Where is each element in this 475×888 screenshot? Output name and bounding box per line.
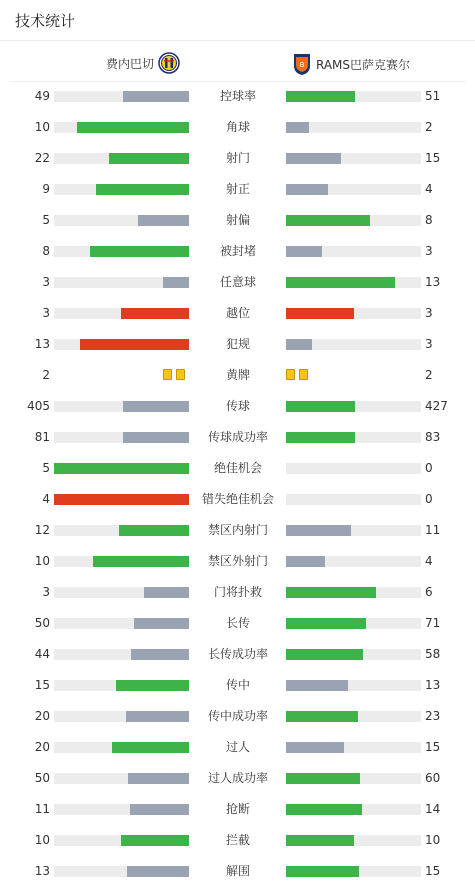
- away-bar-track: [286, 680, 421, 691]
- away-value: 10: [425, 833, 441, 847]
- home-value: 4: [42, 492, 50, 506]
- away-value: 3: [425, 306, 433, 320]
- home-bar-track: [54, 153, 189, 164]
- home-value: 8: [42, 244, 50, 258]
- home-bar-track: [54, 91, 189, 102]
- home-bar-track: [54, 866, 189, 877]
- stat-row: [0, 210, 475, 230]
- home-value: 49: [34, 89, 50, 103]
- home-bar-fill: [77, 122, 189, 133]
- home-bar-track: [54, 308, 189, 319]
- away-value: 60: [425, 771, 441, 785]
- away-value: 13: [425, 678, 441, 692]
- stat-row: [0, 489, 475, 509]
- away-bar-track: [286, 773, 421, 784]
- away-bar-track: [286, 587, 421, 598]
- stat-row: [0, 675, 475, 695]
- stat-row: [0, 458, 475, 478]
- home-bar-track: [54, 184, 189, 195]
- stat-label: 射门: [225, 151, 250, 165]
- stat-row: [0, 613, 475, 633]
- stat-label: 拦截: [225, 833, 250, 847]
- away-bar-track: [286, 711, 421, 722]
- away-bar-fill: [286, 587, 376, 598]
- home-bar-fill: [80, 339, 189, 350]
- home-bar-track: [54, 339, 189, 350]
- away-bar-track: [286, 742, 421, 753]
- away-value: 427: [425, 399, 448, 413]
- stat-label: 传球成功率: [207, 430, 268, 444]
- away-bar-fill: [286, 246, 322, 257]
- home-value: 15: [34, 678, 50, 692]
- home-bar-track: [54, 649, 189, 660]
- away-bar-track: [286, 556, 421, 567]
- stat-row: [0, 117, 475, 137]
- teams-header: [10, 44, 465, 80]
- home-bar-track: [54, 556, 189, 567]
- home-bar-fill: [130, 804, 189, 815]
- away-value: 51: [425, 89, 441, 103]
- stat-label: 射正: [225, 182, 250, 196]
- stat-label: 传中成功率: [207, 709, 268, 723]
- away-bar-track: [286, 277, 421, 288]
- away-bar-fill: [286, 91, 355, 102]
- home-value: 12: [34, 523, 50, 537]
- away-value: 14: [425, 802, 441, 816]
- home-value: 22: [34, 151, 50, 165]
- home-team-name: 费内巴切: [105, 56, 154, 71]
- stat-label: 抢断: [225, 802, 250, 816]
- home-bar-track: [54, 401, 189, 412]
- home-bar-fill: [131, 649, 189, 660]
- stat-label: 黄牌: [225, 368, 250, 382]
- away-bar-track: [286, 122, 421, 133]
- home-bar-fill: [123, 432, 189, 443]
- home-bar-fill: [138, 215, 189, 226]
- away-bar-fill: [286, 742, 344, 753]
- page-title: 技术统计: [15, 12, 76, 30]
- stat-label: 错失绝佳机会: [201, 492, 274, 506]
- home-bar-track: [54, 742, 189, 753]
- home-bar-fill: [109, 153, 189, 164]
- stat-row: [0, 272, 475, 292]
- home-value: 10: [34, 833, 50, 847]
- home-bar-fill: [119, 525, 189, 536]
- away-bar-track: [286, 339, 421, 350]
- home-bar-track: [54, 525, 189, 536]
- home-bar-fill: [123, 401, 189, 412]
- home-value: 3: [42, 306, 50, 320]
- stat-row: [0, 179, 475, 199]
- home-bar-fill: [126, 711, 189, 722]
- home-value: 2: [42, 368, 50, 382]
- away-value: 71: [425, 616, 441, 630]
- stat-row: [0, 582, 475, 602]
- away-bar-fill: [286, 401, 355, 412]
- home-bar-fill: [116, 680, 189, 691]
- home-bar-track: [54, 246, 189, 257]
- stat-label: 越位: [225, 306, 250, 320]
- home-bar-fill: [128, 773, 189, 784]
- away-bar-fill: [286, 153, 341, 164]
- yellow-card-icon: [163, 369, 172, 380]
- home-value: 20: [34, 740, 50, 754]
- stat-row: [0, 365, 475, 385]
- away-bar-track: [286, 835, 421, 846]
- stat-row: [0, 148, 475, 168]
- home-yellow-cards: [163, 369, 185, 380]
- home-bar-track: [54, 494, 189, 505]
- stat-row: [0, 799, 475, 819]
- away-bar-track: [286, 308, 421, 319]
- home-bar-track: [54, 122, 189, 133]
- stat-row: [0, 334, 475, 354]
- home-value: 5: [42, 461, 50, 475]
- away-value: 23: [425, 709, 441, 723]
- away-value: 13: [425, 275, 441, 289]
- away-value: 15: [425, 151, 441, 165]
- away-yellow-cards: [286, 369, 308, 380]
- away-value: 3: [425, 244, 433, 258]
- yellow-card-icon: [299, 369, 308, 380]
- stat-row: [0, 861, 475, 881]
- home-value: 3: [42, 275, 50, 289]
- home-bar-track: [54, 804, 189, 815]
- away-value: 0: [425, 492, 433, 506]
- svg-text:B: B: [299, 61, 305, 69]
- away-bar-track: [286, 215, 421, 226]
- away-value: 4: [425, 554, 433, 568]
- home-bar-fill: [54, 463, 189, 474]
- stat-label: 禁区外射门: [207, 554, 268, 568]
- stat-row: [0, 737, 475, 757]
- stat-label: 角球: [225, 120, 250, 134]
- teams-divider: [10, 81, 465, 82]
- home-bar-track: [54, 835, 189, 846]
- away-bar-fill: [286, 618, 366, 629]
- away-bar-fill: [286, 835, 354, 846]
- away-value: 83: [425, 430, 441, 444]
- away-bar-fill: [286, 184, 328, 195]
- home-bar-fill: [112, 742, 189, 753]
- away-value: 11: [425, 523, 441, 537]
- away-bar-fill: [286, 308, 354, 319]
- home-bar-track: [54, 463, 189, 474]
- stat-row: [0, 644, 475, 664]
- home-bar-fill: [90, 246, 189, 257]
- header-divider: [0, 40, 475, 41]
- stat-label: 任意球: [219, 275, 256, 289]
- away-value: 8: [425, 213, 433, 227]
- away-bar-fill: [286, 649, 363, 660]
- away-bar-fill: [286, 866, 359, 877]
- home-bar-track: [54, 680, 189, 691]
- home-bar-fill: [54, 494, 189, 505]
- home-value: 11: [34, 802, 50, 816]
- stat-label: 传中: [225, 678, 250, 692]
- stat-label: 被封堵: [219, 244, 256, 258]
- home-bar-track: [54, 618, 189, 629]
- home-bar-track: [54, 711, 189, 722]
- away-bar-track: [286, 494, 421, 505]
- home-bar-fill: [93, 556, 189, 567]
- away-value: 58: [425, 647, 441, 661]
- away-bar-track: [286, 153, 421, 164]
- home-bar-track: [54, 277, 189, 288]
- stat-row: [0, 427, 475, 447]
- home-value: 50: [34, 771, 50, 785]
- home-bar-track: [54, 432, 189, 443]
- away-bar-fill: [286, 804, 362, 815]
- stat-row: [0, 768, 475, 788]
- away-bar-track: [286, 866, 421, 877]
- away-team[interactable]: [292, 52, 410, 76]
- away-bar-track: [286, 91, 421, 102]
- home-value: 81: [34, 430, 50, 444]
- stat-label: 解围: [225, 864, 250, 878]
- stat-label: 控球率: [219, 89, 256, 103]
- away-bar-fill: [286, 773, 360, 784]
- stat-row: [0, 520, 475, 540]
- home-value: 13: [34, 864, 50, 878]
- away-bar-fill: [286, 339, 312, 350]
- home-bar-fill: [96, 184, 189, 195]
- stat-label: 传球: [225, 399, 250, 413]
- stat-row: [0, 86, 475, 106]
- away-value: 2: [425, 368, 433, 382]
- stat-label: 过人: [225, 740, 250, 754]
- away-bar-track: [286, 804, 421, 815]
- away-value: 4: [425, 182, 433, 196]
- away-value: 15: [425, 864, 441, 878]
- home-bar-fill: [144, 587, 189, 598]
- away-bar-track: [286, 618, 421, 629]
- yellow-card-icon: [176, 369, 185, 380]
- away-value: 6: [425, 585, 433, 599]
- away-bar-fill: [286, 215, 370, 226]
- home-bar-track: [54, 773, 189, 784]
- stat-label: 长传成功率: [207, 647, 268, 661]
- stat-row: [0, 706, 475, 726]
- home-value: 5: [42, 213, 50, 227]
- stat-label: 门将扑救: [213, 585, 262, 599]
- stat-label: 禁区内射门: [207, 523, 268, 537]
- away-bar-fill: [286, 277, 395, 288]
- away-bar-track: [286, 525, 421, 536]
- away-bar-track: [286, 463, 421, 474]
- home-bar-track: [54, 215, 189, 226]
- home-bar-fill: [121, 835, 189, 846]
- away-value: 15: [425, 740, 441, 754]
- away-value: 3: [425, 337, 433, 351]
- home-bar-fill: [123, 91, 189, 102]
- stat-row: [0, 830, 475, 850]
- home-bar-track: [54, 587, 189, 598]
- home-value: 44: [34, 647, 50, 661]
- away-value: 0: [425, 461, 433, 475]
- home-value: 9: [42, 182, 50, 196]
- home-bar-fill: [127, 866, 189, 877]
- away-bar-fill: [286, 432, 355, 443]
- away-bar-track: [286, 246, 421, 257]
- away-bar-fill: [286, 556, 325, 567]
- away-value: 2: [425, 120, 433, 134]
- home-value: 10: [34, 120, 50, 134]
- fenerbahce-crest-icon: [158, 52, 180, 74]
- away-bar-fill: [286, 680, 348, 691]
- home-value: 20: [34, 709, 50, 723]
- stat-row: [0, 551, 475, 571]
- home-bar-fill: [121, 308, 189, 319]
- stat-label: 过人成功率: [207, 771, 268, 785]
- away-bar-fill: [286, 525, 351, 536]
- away-bar-track: [286, 401, 421, 412]
- home-value: 50: [34, 616, 50, 630]
- stat-row: [0, 241, 475, 261]
- home-value: 10: [34, 554, 50, 568]
- stat-row: [0, 303, 475, 323]
- home-value: 3: [42, 585, 50, 599]
- away-bar-fill: [286, 711, 358, 722]
- stat-row: [0, 396, 475, 416]
- away-bar-track: [286, 432, 421, 443]
- stat-label: 绝佳机会: [213, 461, 262, 475]
- stat-label: 长传: [225, 616, 250, 630]
- away-bar-fill: [286, 122, 309, 133]
- yellow-card-icon: [286, 369, 295, 380]
- home-value: 405: [27, 399, 50, 413]
- home-team[interactable]: [106, 52, 180, 74]
- away-bar-track: [286, 184, 421, 195]
- basaksehir-crest-icon: [292, 52, 312, 76]
- away-bar-track: [286, 649, 421, 660]
- stat-label: 犯规: [225, 337, 250, 351]
- home-bar-fill: [134, 618, 189, 629]
- stat-label: 射偏: [225, 213, 250, 227]
- away-team-name: RAMS巴萨克赛尔: [316, 57, 411, 72]
- home-bar-fill: [163, 277, 189, 288]
- home-value: 13: [34, 337, 50, 351]
